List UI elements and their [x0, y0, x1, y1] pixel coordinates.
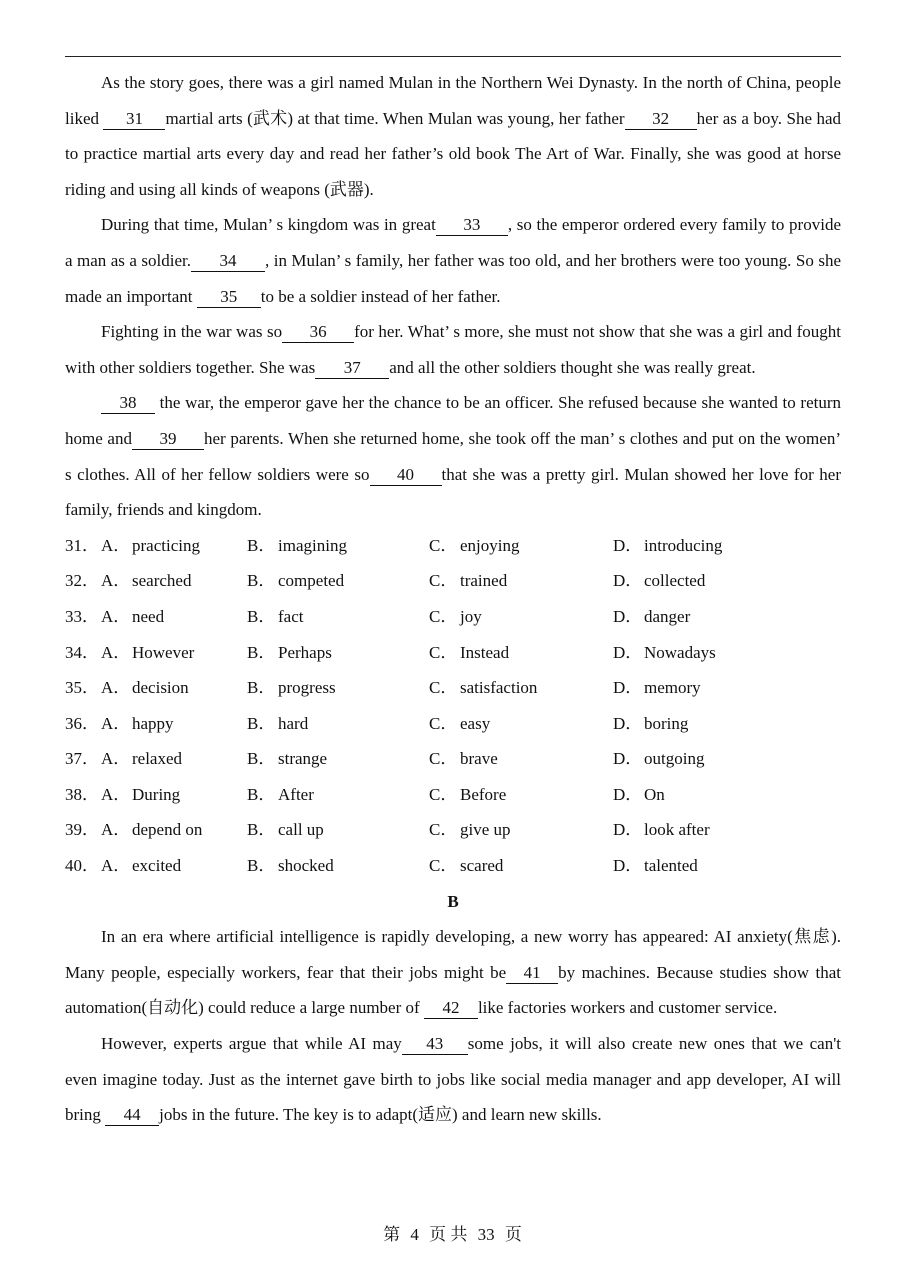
- text: , in Mulan’ s family, her father was too old, and her brothers were too young. So she made an important: [65, 250, 841, 306]
- option-d: [613, 528, 841, 564]
- option-c: [429, 812, 613, 848]
- question-row: [65, 599, 841, 635]
- question-row: [65, 741, 841, 777]
- option-letter: B．: [247, 713, 276, 733]
- option-letter: C．: [429, 713, 458, 733]
- option-c: [429, 599, 613, 635]
- option-d: [613, 706, 841, 742]
- question-number: 33．: [65, 606, 99, 626]
- option-text: progress: [278, 678, 336, 698]
- page-footer: [0, 1222, 905, 1248]
- option-d: [613, 741, 841, 777]
- option-text: trained: [460, 571, 508, 591]
- option-text: boring: [644, 713, 689, 733]
- blank-44: 44: [105, 1105, 159, 1126]
- blank-40: 40: [370, 465, 442, 486]
- option-text: depend on: [132, 820, 203, 840]
- option-text: Perhaps: [278, 642, 332, 662]
- blank-42: 42: [424, 998, 478, 1019]
- option-text: hard: [278, 713, 309, 733]
- blank-39: 39: [132, 429, 204, 450]
- option-letter: B．: [247, 820, 276, 840]
- option-text: However: [132, 642, 195, 662]
- option-letter: D．: [613, 606, 643, 626]
- passage-a-paragraph-3: [65, 314, 841, 385]
- content-area: [65, 65, 841, 1133]
- option-b: [247, 848, 429, 884]
- option-c: [429, 777, 613, 813]
- option-letter: D．: [613, 713, 643, 733]
- blank-41: 41: [506, 963, 558, 984]
- question-number: 32．: [65, 571, 99, 591]
- option-letter: D．: [613, 749, 643, 769]
- option-letter: A．: [101, 678, 131, 698]
- question-list: [65, 528, 841, 884]
- text: for her. What’ s more, she must not show that she was a girl and fought with other soldiers together. She was: [65, 322, 841, 377]
- question-row: [65, 706, 841, 742]
- option-b: [247, 635, 429, 671]
- option-a: [101, 635, 247, 671]
- option-text: give up: [460, 820, 511, 840]
- option-d: [613, 599, 841, 635]
- option-letter: C．: [429, 642, 458, 662]
- option-d: [613, 812, 841, 848]
- option-b: [247, 599, 429, 635]
- text: that she was a pretty girl. Mulan showed her love for her family, friends and kingdom.: [65, 464, 841, 520]
- option-letter: D．: [613, 784, 643, 804]
- option-b: [247, 812, 429, 848]
- option-letter: D．: [613, 856, 643, 876]
- option-letter: D．: [613, 535, 643, 555]
- option-letter: C．: [429, 535, 458, 555]
- blank-37: 37: [315, 358, 389, 379]
- question-number: 38．: [65, 784, 99, 804]
- option-letter: D．: [613, 642, 643, 662]
- option-text: call up: [278, 820, 324, 840]
- option-text: danger: [644, 606, 691, 626]
- option-letter: D．: [613, 820, 643, 840]
- option-letter: C．: [429, 606, 458, 626]
- option-a: [101, 741, 247, 777]
- question-row: [65, 563, 841, 599]
- option-letter: B．: [247, 642, 276, 662]
- option-text: During: [132, 784, 181, 804]
- option-text: strange: [278, 749, 328, 769]
- blank-38: 38: [101, 393, 155, 414]
- text: In an era where artificial intelligence is rapidly developing, a new worry has appeared: AI anxiety(焦虑). Many people, especially workers, fear that their jobs might be: [65, 927, 841, 982]
- text: , so the emperor ordered every family to provide a man as a soldier.: [65, 215, 841, 270]
- option-d: [613, 563, 841, 599]
- option-c: [429, 741, 613, 777]
- option-text: memory: [644, 678, 701, 698]
- option-letter: B．: [247, 535, 276, 555]
- option-text: competed: [278, 571, 345, 591]
- question-row: [65, 848, 841, 884]
- total-pages: 33: [477, 1225, 495, 1244]
- option-letter: A．: [101, 535, 131, 555]
- option-letter: B．: [247, 856, 276, 876]
- option-text: look after: [644, 820, 710, 840]
- text: like factories workers and customer service.: [477, 998, 778, 1018]
- question-number: 39．: [65, 820, 99, 840]
- option-d: [613, 635, 841, 671]
- option-a: [101, 777, 247, 813]
- option-letter: A．: [101, 642, 131, 662]
- option-text: relaxed: [132, 749, 183, 769]
- option-letter: C．: [429, 749, 458, 769]
- option-letter: A．: [101, 713, 131, 733]
- passage-b-paragraph-2: [65, 1026, 841, 1133]
- option-text: enjoying: [460, 535, 520, 555]
- option-text: excited: [132, 856, 182, 876]
- option-d: [613, 670, 841, 706]
- option-b: [247, 563, 429, 599]
- option-b: [247, 528, 429, 564]
- text: some jobs, it will also create new ones that we can't even imagine today. Just as the internet gave birth to jobs like social media manager and app developer, AI will bring: [65, 1034, 841, 1125]
- option-letter: B．: [247, 784, 276, 804]
- option-text: Before: [460, 784, 507, 804]
- question-row: [65, 812, 841, 848]
- option-letter: A．: [101, 784, 131, 804]
- passage-a-paragraph-4: [65, 385, 841, 527]
- passage-a-paragraph-2: [65, 207, 841, 314]
- blank-31: 31: [103, 109, 165, 130]
- blank-32: 32: [625, 109, 697, 130]
- footer-text: 页: [504, 1225, 522, 1244]
- section-b-title: B: [447, 891, 459, 911]
- question-row: [65, 670, 841, 706]
- question-number: 36．: [65, 713, 99, 733]
- option-text: shocked: [278, 856, 334, 876]
- question-number: 35．: [65, 678, 99, 698]
- option-letter: C．: [429, 784, 458, 804]
- option-letter: D．: [613, 678, 643, 698]
- page-number: 4: [410, 1225, 419, 1244]
- option-text: introducing: [644, 535, 723, 555]
- option-letter: A．: [101, 606, 131, 626]
- text: to be a soldier instead of her father.: [260, 286, 501, 306]
- option-letter: B．: [247, 749, 276, 769]
- header-rule: [65, 56, 841, 57]
- option-text: happy: [132, 713, 174, 733]
- option-text: practicing: [132, 535, 200, 555]
- option-a: [101, 812, 247, 848]
- option-c: [429, 670, 613, 706]
- option-c: [429, 635, 613, 671]
- text: by machines. Because studies show that automation(自动化) could reduce a large number of: [65, 962, 841, 1018]
- option-letter: A．: [101, 571, 131, 591]
- option-text: Nowadays: [644, 642, 716, 662]
- option-text: outgoing: [644, 749, 705, 769]
- option-a: [101, 670, 247, 706]
- option-letter: D．: [613, 571, 643, 591]
- text: her parents. When she returned home, she took off the man’ s clothes and put on the women’ s clothes. All of her fellow soldiers were so: [65, 428, 841, 484]
- option-c: [429, 528, 613, 564]
- option-letter: A．: [101, 856, 131, 876]
- text: However, experts argue that while AI may: [101, 1034, 402, 1054]
- question-number: 37．: [65, 749, 99, 769]
- option-b: [247, 741, 429, 777]
- option-c: [429, 706, 613, 742]
- text: her as a boy. She had to practice martial arts every day and read her father’s old book The Art of War. Finally, she was good at horse riding and using all kinds of weapons (武器).: [65, 108, 841, 199]
- option-letter: A．: [101, 820, 131, 840]
- blank-43: 43: [402, 1034, 468, 1055]
- option-c: [429, 848, 613, 884]
- option-letter: B．: [247, 678, 276, 698]
- option-text: Instead: [460, 642, 510, 662]
- question-number: 31．: [65, 535, 99, 555]
- text: During that time, Mulan’ s kingdom was in great: [101, 215, 436, 235]
- blank-33: 33: [436, 215, 508, 236]
- question-row: [65, 635, 841, 671]
- text: Fighting in the war was so: [101, 322, 283, 342]
- text: the war, the emperor gave her the chance to be an officer. She refused because she wanted to return home and: [65, 393, 841, 448]
- footer-text: 第: [383, 1225, 401, 1244]
- option-letter: A．: [101, 749, 131, 769]
- blank-36: 36: [282, 322, 354, 343]
- option-b: [247, 706, 429, 742]
- option-b: [247, 777, 429, 813]
- question-row: [65, 528, 841, 564]
- option-a: [101, 706, 247, 742]
- text: martial arts (武术) at that time. When Mulan was young, her father: [165, 108, 625, 128]
- option-text: joy: [460, 606, 482, 626]
- option-letter: C．: [429, 856, 458, 876]
- option-a: [101, 848, 247, 884]
- option-letter: B．: [247, 571, 276, 591]
- option-letter: B．: [247, 606, 276, 626]
- question-number: 40．: [65, 856, 99, 876]
- option-letter: C．: [429, 820, 458, 840]
- option-a: [101, 528, 247, 564]
- option-a: [101, 599, 247, 635]
- passage-b-paragraph-1: [65, 919, 841, 1026]
- footer-text: 页 共: [429, 1225, 468, 1244]
- option-text: fact: [278, 606, 304, 626]
- question-number: 34．: [65, 642, 99, 662]
- option-text: scared: [460, 856, 504, 876]
- option-text: decision: [132, 678, 189, 698]
- option-text: easy: [460, 713, 491, 733]
- option-d: [613, 777, 841, 813]
- option-a: [101, 563, 247, 599]
- blank-34: 34: [191, 251, 265, 272]
- option-text: imagining: [278, 535, 347, 555]
- option-text: talented: [644, 856, 698, 876]
- option-d: [613, 848, 841, 884]
- option-text: satisfaction: [460, 678, 538, 698]
- option-text: After: [278, 784, 314, 804]
- text: and all the other soldiers thought she was really great.: [389, 357, 756, 377]
- option-b: [247, 670, 429, 706]
- passage-a-paragraph-1: [65, 65, 841, 207]
- text: jobs in the future. The key is to adapt(适应) and learn new skills.: [159, 1105, 602, 1125]
- option-text: On: [644, 784, 665, 804]
- option-text: collected: [644, 571, 706, 591]
- text: As the story goes, there was a girl named Mulan in the Northern Wei Dynasty. In the north of China, people liked: [65, 73, 841, 128]
- option-text: need: [132, 606, 165, 626]
- option-text: brave: [460, 749, 498, 769]
- question-row: [65, 777, 841, 813]
- option-letter: C．: [429, 678, 458, 698]
- option-letter: C．: [429, 571, 458, 591]
- option-text: searched: [132, 571, 192, 591]
- option-c: [429, 563, 613, 599]
- blank-35: 35: [197, 287, 261, 308]
